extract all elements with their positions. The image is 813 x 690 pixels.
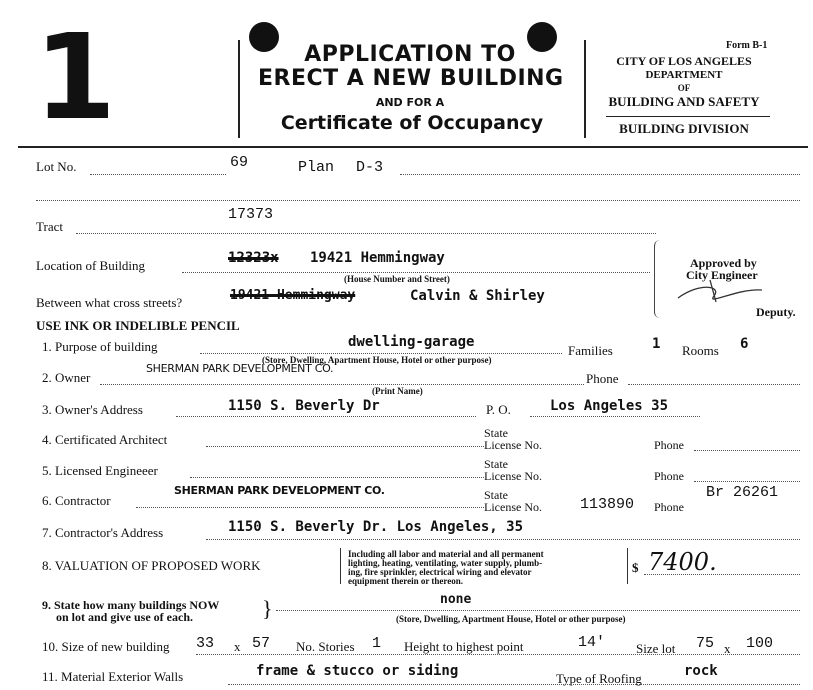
tract-value[interactable]: 17373 (228, 206, 274, 223)
plan-value[interactable]: D-3 (356, 159, 384, 176)
lot-width-value[interactable]: 75 (696, 635, 715, 652)
dept-line-2: DEPARTMENT (645, 69, 723, 81)
purpose-label: 1. Purpose of building (42, 339, 158, 354)
lot-label: Lot No. (36, 159, 77, 174)
purpose-hint: (Store, Dwelling, Apartment House, Hotel or other purpose) (262, 355, 492, 365)
contractor-state-label: State (484, 488, 508, 502)
valuation-currency: $ (632, 560, 639, 575)
contractor-address-label: 7. Contractor's Address (42, 525, 164, 540)
engineer-state-label: State (484, 457, 508, 471)
contractor-license-label: License No. (484, 500, 542, 514)
architect-state-label: State (484, 426, 508, 440)
tract-label: Tract (36, 219, 63, 234)
walls-value[interactable]: frame & stucco or siding (256, 663, 459, 679)
header-divider-right (584, 40, 586, 138)
owner-address-label: 3. Owner's Address (42, 402, 143, 417)
dept-line-4: BUILDING AND SAFETY (608, 94, 760, 109)
owner-phone-label: Phone (586, 371, 619, 386)
size-depth-value[interactable]: 57 (252, 635, 271, 652)
approved-label-1: Approved by (690, 256, 757, 270)
lot-x-label: x (724, 641, 731, 656)
deputy-label: Deputy. (756, 305, 796, 319)
buildings-label-1: 9. State how many buildings NOW (42, 598, 220, 612)
dept-line-1: CITY OF LOS ANGELES (616, 54, 752, 68)
lot-value[interactable]: 69 (230, 154, 249, 171)
form-number: 1 (34, 8, 117, 146)
height-label: Height to highest point (404, 639, 524, 654)
cross-streets-struck-value: 19421 Hemmingway (230, 288, 356, 303)
architect-phone-label: Phone (654, 438, 684, 452)
form-id: Form B-1 (726, 40, 768, 51)
size-label: 10. Size of new building (42, 639, 170, 654)
purpose-value[interactable]: dwelling-garage (348, 334, 475, 350)
po-value[interactable]: Los Angeles 35 (550, 398, 669, 414)
buildings-brace: } (262, 596, 273, 621)
families-label: Families (568, 343, 613, 358)
header-divider-left (238, 40, 240, 138)
location-label: Location of Building (36, 258, 146, 273)
engineer-phone-label: Phone (654, 469, 684, 483)
valuation-value[interactable]: 7400. (648, 548, 717, 576)
engineer-signature-icon (670, 276, 770, 306)
dept-line-5: BUILDING DIVISION (619, 121, 749, 136)
location-struck-value: 12323x (228, 250, 279, 266)
engineer-license-label: License No. (484, 469, 542, 483)
owner-label: 2. Owner (42, 370, 91, 385)
valuation-note-4: equipment therein or thereon. (348, 576, 463, 586)
approved-label-2: City Engineer (686, 268, 758, 282)
walls-label: 11. Material Exterior Walls (42, 669, 184, 684)
valuation-note-2: lighting, heating, ventilating, water supply, plumb- (348, 558, 543, 568)
contractor-address-value[interactable]: 1150 S. Beverly Dr. Los Angeles, 35 (228, 519, 524, 535)
location-value[interactable]: 19421 Hemmingway (310, 250, 445, 266)
architect-label: 4. Certificated Architect (42, 432, 168, 447)
contractor-value[interactable]: SHERMAN PARK DEVELOPMENT CO. (174, 484, 385, 497)
buildings-value[interactable]: none (440, 592, 472, 607)
roofing-value[interactable]: rock (684, 663, 718, 679)
lot-size-label: Size lot (636, 641, 676, 656)
rooms-value[interactable]: 6 (740, 336, 749, 352)
stories-value[interactable]: 1 (372, 635, 382, 652)
title-line-3: AND FOR A (375, 96, 445, 109)
families-value[interactable]: 1 (652, 336, 661, 352)
title-line-4: Certificate of Occupancy (280, 112, 544, 134)
dept-line-3: OF (677, 83, 691, 93)
valuation-label: 8. VALUATION OF PROPOSED WORK (42, 558, 261, 573)
contractor-phone-value[interactable]: Br 26261 (706, 484, 779, 501)
size-width-value[interactable]: 33 (196, 635, 215, 652)
ink-note: USE INK OR INDELIBLE PENCIL (36, 318, 240, 333)
owner-value[interactable]: SHERMAN PARK DEVELOPMENT CO. (146, 362, 334, 375)
dept-rule (606, 116, 770, 117)
cross-streets-label: Between what cross streets? (36, 295, 183, 310)
architect-license-label: License No. (484, 438, 542, 452)
engineer-label: 5. Licensed Engineeer (42, 463, 158, 478)
location-hint: (House Number and Street) (344, 274, 450, 284)
stories-label: No. Stories (296, 639, 355, 654)
contractor-label: 6. Contractor (42, 493, 111, 508)
lot-depth-value[interactable]: 100 (746, 635, 774, 652)
buildings-hint: (Store, Dwelling, Apartment House, Hotel or other purpose) (396, 614, 626, 624)
valuation-note-3: ing, fire sprinkler, electrical wiring and elevator (348, 567, 532, 577)
contractor-phone-label: Phone (654, 500, 684, 514)
rooms-label: Rooms (682, 343, 719, 358)
size-x-label: x (234, 639, 241, 654)
owner-hint: (Print Name) (372, 386, 423, 396)
buildings-label-2: on lot and give use of each. (56, 610, 194, 624)
cross-streets-value[interactable]: Calvin & Shirley (410, 288, 545, 304)
header-rule (18, 146, 808, 148)
title-line-2: ERECT A NEW BUILDING (258, 66, 564, 91)
valuation-note-1: Including all labor and material and all permanent (348, 549, 544, 559)
title-line-1: APPLICATION TO (304, 42, 516, 67)
roofing-label: Type of Roofing (556, 671, 642, 686)
contractor-license-value[interactable]: 113890 (580, 496, 635, 513)
owner-address-value[interactable]: 1150 S. Beverly Dr (228, 398, 380, 414)
po-label: P. O. (486, 402, 511, 417)
plan-label: Plan (298, 159, 335, 176)
height-value[interactable]: 14' (578, 634, 606, 651)
